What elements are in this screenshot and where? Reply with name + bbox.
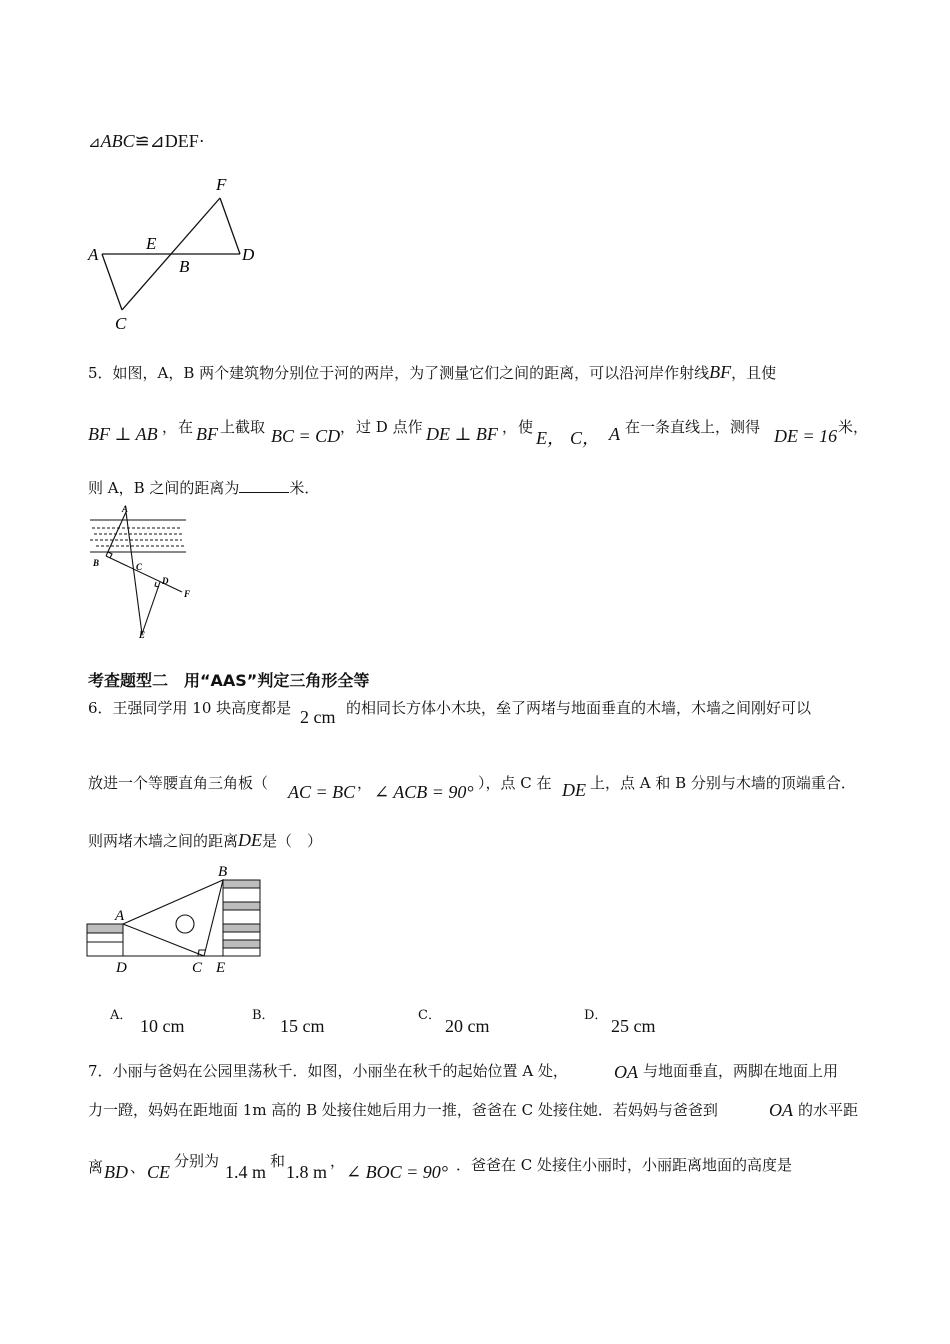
q7-line1-b: 与地面垂直，两脚在地面上用: [643, 1062, 839, 1080]
q7-line3: [88, 1148, 878, 1182]
q4-label-c: C: [115, 314, 127, 333]
q7-sep: 、: [130, 1158, 146, 1176]
option-d-letter: D．: [584, 1008, 608, 1023]
q7-angle-boc: ∠ BOC = 90°: [346, 1162, 448, 1182]
q4-label-b: B: [179, 257, 190, 276]
q6-label-a: A: [115, 908, 125, 924]
option-a-letter: A．: [110, 1008, 133, 1023]
q5-shi: 使: [518, 418, 534, 436]
q5-line2: [88, 414, 878, 448]
conclusion-dot: ·: [198, 131, 205, 151]
q5-line3: [88, 477, 319, 498]
q6-line2-c: 上，点 A 和 B 分别与木墙的顶端重合．: [590, 774, 856, 792]
q5-label-d: D: [162, 576, 169, 586]
q6-line3-b: 是（ ）: [262, 832, 323, 850]
q6-de2: DE: [238, 830, 263, 850]
triangle-def: ⊿DEF: [149, 131, 199, 151]
q7-line2-b: 的水平距: [798, 1101, 859, 1119]
q5-line1: [88, 362, 776, 383]
q5-label-c: C: [136, 562, 143, 572]
q6-line3-a: 则两堵木墙之间的距离: [88, 832, 239, 850]
q5-in-line: 在一条直线上，测得: [625, 418, 761, 436]
q7-1-4m: 1.4 m: [225, 1162, 267, 1182]
option-b-letter: B．: [252, 1008, 275, 1023]
q5-figure: [84, 504, 204, 644]
q7-line2-a: 力一蹬，妈妈在距地面 1m 高的 B 处接住她后用力一推，爸爸在 C 处接住她．若妈妈与爸爸到: [88, 1101, 718, 1119]
q7-fenbie: 分别为: [174, 1152, 220, 1170]
option-a-value: 10 cm: [140, 1016, 185, 1036]
q7-he: 和: [270, 1152, 286, 1170]
q5-jiequ: 上截取: [220, 418, 266, 436]
q5-bc-cd: BC = CD: [271, 426, 341, 446]
q5-line3-suffix: 米．: [289, 479, 320, 497]
q6-line3: [88, 830, 322, 851]
q5-guo: 过 D 点作: [356, 418, 423, 436]
q6-line1-a: 6．王强同学用 10 块高度都是: [88, 699, 292, 717]
triangle-abc: ABC: [100, 131, 135, 151]
q6-2cm: 2 cm: [300, 707, 336, 727]
q6-ac-bc: AC = BC: [288, 782, 356, 802]
q4-label-f: F: [216, 175, 227, 194]
q7-line1-a: 7．小丽与爸妈在公园里荡秋千．如图，小丽坐在秋千的起始位置 A 处，: [88, 1062, 568, 1080]
q5-label-e: E: [139, 630, 146, 640]
q4-label-a: A: [88, 245, 99, 264]
q6-line1-b: 的相同长方体小木块，垒了两堵与地面垂直的木墙，木墙之间刚好可以: [346, 699, 812, 717]
q5-pt-c: C，: [570, 428, 601, 448]
q5-pt-a: A: [609, 424, 620, 444]
q5-bf-perp-ab: BF ⊥ AB: [88, 424, 158, 444]
q5-line1-end: ，且使: [731, 364, 777, 382]
q6-line2: [88, 770, 888, 804]
q5-comma2: ，: [340, 418, 356, 436]
q4-conclusion: [88, 131, 205, 152]
option-d-value: 25 cm: [611, 1016, 656, 1036]
q5-label-a: A: [122, 504, 129, 514]
q6-label-e: E: [216, 960, 226, 976]
q5-bf: BF: [709, 362, 732, 382]
q6-label-c: C: [192, 960, 203, 976]
q7-line1: [88, 1060, 878, 1090]
q6-line2-b: ），点 C 在: [478, 774, 552, 792]
q5-bf2: BF: [196, 424, 218, 444]
q4-label-e: E: [146, 234, 157, 253]
q6-label-d: D: [116, 960, 127, 976]
section-heading: 考查题型二 用“AAS”判定三角形全等: [88, 671, 370, 690]
q7-1-8m: 1.8 m: [286, 1162, 328, 1182]
answer-blank[interactable]: [239, 478, 289, 493]
option-b-value: 15 cm: [280, 1016, 325, 1036]
q5-meter: 米，: [838, 418, 869, 436]
q5-line3-prefix: 则 A，B 之间的距离为: [88, 479, 240, 497]
q5-de16: DE = 16: [774, 426, 838, 446]
q6-angle-acb: ∠ ACB = 90°: [374, 782, 474, 802]
q4-label-d: D: [242, 245, 255, 264]
q7-comma: ，: [330, 1152, 346, 1170]
q5-label-b: B: [93, 558, 100, 568]
q5-pt-e: E，: [536, 428, 565, 448]
q6-line1: [88, 695, 878, 729]
q4-figure: [80, 168, 270, 338]
q7-li: 离: [88, 1158, 104, 1176]
triangle-symbol: ⊿: [88, 133, 101, 151]
q5-zai: 在: [178, 418, 194, 436]
q7-oa: OA: [614, 1062, 638, 1082]
q6-line2-a: 放进一个等腰直角三角板（: [88, 774, 269, 792]
q5-label-f: F: [184, 589, 191, 599]
q7-ce: CE: [147, 1162, 171, 1182]
q6-label-b: B: [218, 864, 228, 880]
q6-comma: ，: [357, 774, 373, 792]
q7-oa2: OA: [769, 1100, 793, 1120]
q7-line3-end: ．爸爸在 C 处接住小丽时，小丽距离地面的高度是: [456, 1156, 793, 1174]
q7-line2: [88, 1097, 878, 1127]
q5-line1-text: 5．如图，A，B 两个建筑物分别位于河的两岸，为了测量它们之间的距离，可以沿河岸作射线: [88, 364, 710, 382]
q5-comma1: ，: [162, 418, 178, 436]
q6-figure: [84, 862, 269, 980]
option-c-value: 20 cm: [445, 1016, 490, 1036]
q5-de-perp-bf: DE ⊥ BF: [426, 424, 498, 444]
congruent-symbol: ≌: [134, 131, 150, 151]
q6-de: DE: [562, 780, 586, 800]
option-c-letter: C．: [418, 1008, 441, 1023]
q7-bd: BD: [104, 1162, 128, 1182]
q5-comma3: ，: [502, 418, 518, 436]
